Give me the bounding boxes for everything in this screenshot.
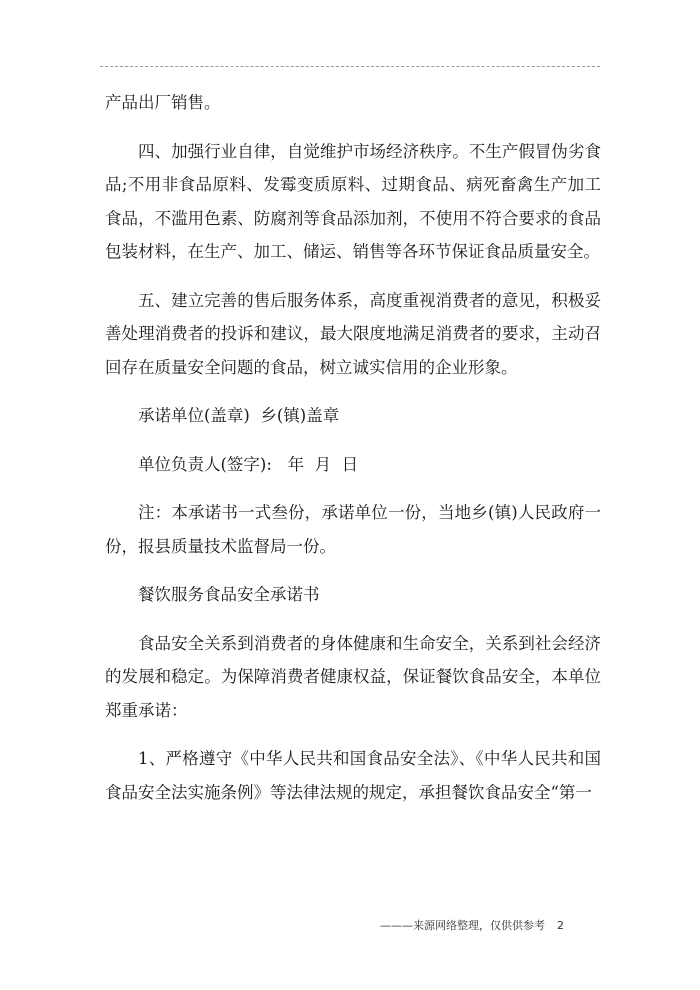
footer-source-note: ———来源网络整理，仅供供参考 <box>380 919 545 932</box>
paragraph-9: 1、严格遵守《中华人民共和国食品安全法》、《中华人民共和国食品安全法实施条例》等法律法规的规定，承担餐饮食品安全“第一 <box>105 749 601 802</box>
document-body <box>105 86 601 824</box>
page-footer <box>380 918 600 934</box>
paragraph-4: 承诺单位(盖章) 乡(镇)盖章 <box>138 406 340 425</box>
paragraph-5: 单位负责人(签字): 年 月 日 <box>138 454 359 474</box>
paragraph-8: 食品安全关系到消费者的身体健康和生命安全，关系到社会经济的发展和稳定。为保障消费者健康权益，保证餐饮食品安全，本单位郑重承诺： <box>105 633 601 720</box>
header-dashed-rule <box>100 66 600 67</box>
paragraph-1: 产品出厂销售。 <box>105 93 221 112</box>
paragraph-6: 注：本承诺书一式叁份，承诺单位一份，当地乡(镇)人民政府一份，报县质量技术监督局一份。 <box>105 503 601 556</box>
paragraph-3: 五、建立完善的售后服务体系，高度重视消费者的意见，积极妥善处理消费者的投诉和建议，最大限度地满足消费者的要求，主动召回存在质量安全问题的食品，树立诚实信用的企业形象。 <box>105 290 601 377</box>
page-number: 2 <box>557 919 564 932</box>
paragraph-2: 四、加强行业自律，自觉维护市场经济秩序。不生产假冒伪劣食品;不用非食品原料、发霉变质原料、过期食品、病死畜禽生产加工食品，不滥用色素、防腐剂等食品添加剂，不使用不符合要求的食品包装材料，在生产、加工、储运、销售等各环节保证食品质量安全。 <box>105 141 601 261</box>
paragraph-7: 餐饮服务食品安全承诺书 <box>138 585 320 604</box>
